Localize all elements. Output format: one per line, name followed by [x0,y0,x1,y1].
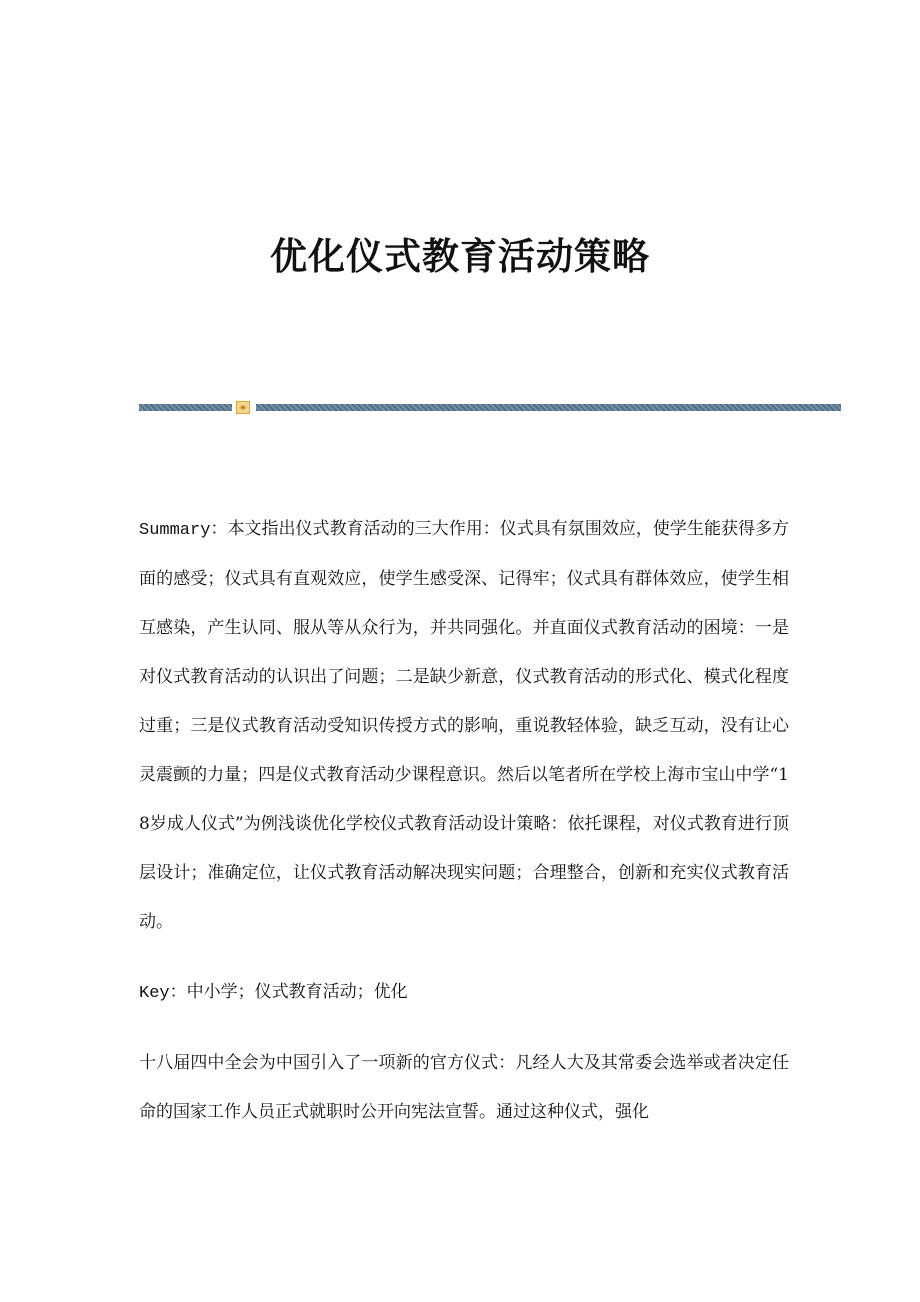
body-paragraph: 十八届四中全会为中国引入了一项新的官方仪式：凡经人大及其常委会选举或者决定任命的国家工作人员正式就职时公开向宪法宣誓。通过这种仪式，强化 [139,1053,789,1122]
keywords-paragraph [139,968,789,1018]
title-divider [139,401,841,413]
document-body [139,505,789,1137]
divider-bar-left [139,404,232,411]
document-title: 优化仪式教育活动策略 [270,234,650,278]
summary-colon: ： [210,519,228,539]
key-colon: ： [169,982,187,1002]
key-text: 中小学；仪式教育活动；优化 [186,982,408,1002]
key-label: Key [139,984,170,1003]
summary-label: Summary [139,521,211,540]
ornament-icon [236,401,250,414]
summary-paragraph [139,505,789,947]
divider-bar-right [256,404,841,411]
summary-text: 本文指出仪式教育活动的三大作用：仪式具有氛围效应，使学生能获得多方面的感受；仪式具有直观效应，使学生感受深、记得牢；仪式具有群体效应，使学生相互感染，产生认同、服从等从众行为，并共同强化。并直面仪式教育活动的困境：一是对仪式教育活动的认识出了问题；二是缺少新意，仪式教育活动的形式化、模式化程度过重；三是仪式教育活动受知识传授方式的影响，重说教轻体验，缺乏互动，没有让心灵震颤的力量；四是仪式教育活动少课程意识。然后以笔者所在学校上海市宝山中学“18岁成人仪式”为例浅谈优化学校仪式教育活动设计策略：依托课程，对仪式教育进行顶层设计；准确定位，让仪式教育活动解决现实问题；合理整合，创新和充实仪式教育活动。 [139,519,790,932]
